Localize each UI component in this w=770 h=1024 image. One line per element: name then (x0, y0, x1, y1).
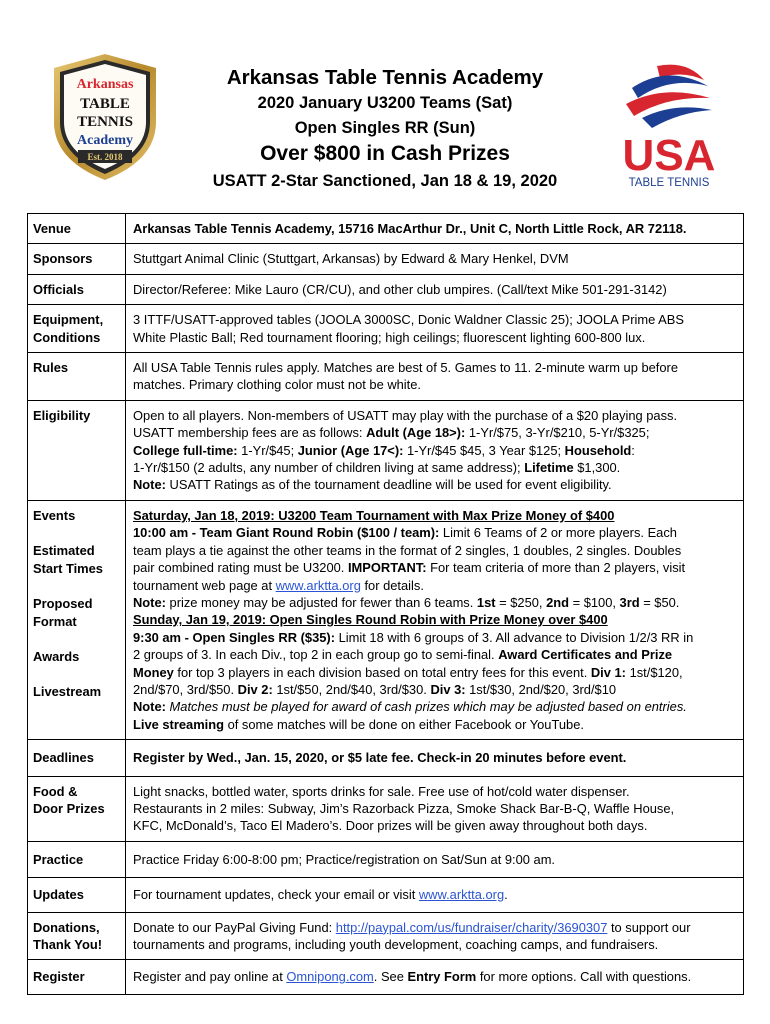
row-deadlines (28, 740, 744, 776)
label-practice: Practice (28, 841, 126, 877)
omnipong-link[interactable]: Omnipong.com (286, 969, 374, 985)
shield-est: Est. 2018 (87, 152, 123, 162)
row-register (28, 960, 744, 994)
value-donations: Donate to our PayPal Giving Fund: http://paypal.com/us/fundraiser/charity/3690307 to support our tournaments and programs, including youth development, coaching camps, and fundraisers. (126, 912, 744, 960)
label-sponsors: Sponsors (28, 244, 126, 274)
updates-link[interactable]: www.arktta.org (418, 887, 505, 903)
value-practice: Practice Friday 6:00-8:00 pm; Practice/registration on Sat/Sun at 9:00 am. (126, 841, 744, 877)
row-events (28, 500, 744, 739)
label-rules: Rules (28, 353, 126, 401)
label-updates: Updates (28, 878, 126, 912)
row-practice (28, 841, 744, 877)
row-sponsors (28, 244, 744, 274)
label-register: Register (28, 960, 126, 994)
label-deadlines: Deadlines (28, 740, 126, 776)
label-donations: Donations, Thank You! (28, 912, 126, 960)
shield-line-1: Arkansas (76, 77, 134, 92)
row-venue (28, 214, 744, 244)
subtitle-prizes: Over $800 in Cash Prizes (260, 142, 510, 165)
arktta-link[interactable]: www.arktta.org (275, 577, 361, 593)
value-register: Register and pay online at Omnipong.com. See Entry Form for more options. Call with questions. (126, 960, 744, 994)
subtitle-teams: 2020 January U3200 Teams (Sat) (257, 94, 513, 112)
label-eligibility: Eligibility (28, 400, 126, 500)
shield-line-2: TABLE (80, 96, 130, 112)
value-equipment: 3 ITTF/USATT-approved tables (JOOLA 3000SC, Donic Waldner Classic 25); JOOLA Prime ABS White Plastic Ball; Red tournament flooring; high ceilings; fluorescent lighting 600-800 lux. (126, 305, 744, 353)
usa-table-tennis-logo (612, 58, 727, 193)
label-equipment: Equipment, Conditions (28, 305, 126, 353)
row-equipment (28, 305, 744, 353)
row-officials (28, 274, 744, 304)
subtitle-singles: Open Singles RR (Sun) (294, 119, 476, 137)
usa-logo-subtext: TABLE TENNIS (628, 177, 710, 189)
usa-logo-text: USA (622, 131, 716, 180)
subtitle-sanction: USATT 2-Star Sanctioned, Jan 18 & 19, 2020 (212, 172, 558, 190)
row-rules (28, 353, 744, 401)
value-food: Light snacks, bottled water, sports drinks for sale. Free use of hot/cold water dispenser. Restaurants in 2 miles: Subway, Jim’s Razorback Pizza, Smoke Shack Bar-B-Q, Waffle House, KFC, McDonald’s, Taco El Madero’s. Door prizes will be given away throughout both days. (126, 776, 744, 841)
value-venue: Arkansas Table Tennis Academy, 15716 MacArthur Dr., Unit C, North Little Rock, AR 72118. (126, 214, 744, 244)
value-officials: Director/Referee: Mike Lauro (CR/CU), and other club umpires. (Call/text Mike 501-291-3142) (126, 274, 744, 304)
row-food (28, 776, 744, 841)
document-header (0, 0, 770, 210)
value-updates: For tournament updates, check your email or visit www.arktta.org. (126, 878, 744, 912)
info-table (27, 213, 744, 995)
label-events: Events Estimated Start Times Proposed Format Awards Livestream (28, 500, 126, 739)
row-eligibility (28, 400, 744, 500)
shield-line-4: Academy (77, 133, 133, 148)
value-deadlines: Register by Wed., Jan. 15, 2020, or $5 late fee. Check-in 20 minutes before event. (126, 740, 744, 776)
value-rules: All USA Table Tennis rules apply. Matches are best of 5. Games to 11. 2-minute warm up before matches. Primary clothing color must not be white. (126, 353, 744, 401)
page-title: Arkansas Table Tennis Academy (226, 66, 544, 89)
label-food: Food & Door Prizes (28, 776, 126, 841)
value-events: Saturday, Jan 18, 2019: U3200 Team Tournament with Max Prize Money of $400 10:00 am - Team Giant Round Robin ($100 / team): Limit 6 Teams of 2 or more players. Each team plays a tie against the other teams in the format of 2 singles, 1 doubles, 2 singles. Doubles pair combined rating must be U3200. IMPORTANT: For team criteria of more than 2 players, visit tournament web page at www.arktta.org for details. Note: prize money may be adjusted for fewer than 6 teams. 1st = $250, 2nd = $100, 3rd = $50. Sunday, Jan 19, 2019: Open Singles Round Robin with Prize Money over $400 9:30 am - Open Singles RR ($35): Limit 18 with 6 groups of 3. All advance to Division 1/2/3 RR in 2 groups of 3. In each Div., top 2 in each group go to semi-final. Award Certificates and Prize Money for top 3 players in each division based on total entry fees for this event. Div 1: 1st/$120, 2nd/$70, 3rd/$50. Div 2: 1st/$50, 2nd/$40, 3rd/$30. Div 3: 1st/$30, 2nd/$20, 3rd/$10 Note: Matches must be played for award of cash prizes which may be adjusted based on entries. Live streaming of some matches will be done on either Facebook or YouTube. (126, 500, 744, 739)
row-updates (28, 878, 744, 912)
label-venue: Venue (28, 214, 126, 244)
value-eligibility: Open to all players. Non-members of USATT may play with the purchase of a $20 playing pass. USATT membership fees are as follows: Adult (Age 18>): 1-Yr/$75, 3-Yr/$210, 5-Yr/$325; College full-time: 1-Yr/$45; Junior (Age 17<): 1-Yr/$45 $45, 3 Year $125; Household: 1-Yr/$150 (2 adults, any number of children living at same address); Lifetime $1,300. Note: USATT Ratings as of the tournament deadline will be used for event eligibility. (126, 400, 744, 500)
value-sponsors: Stuttgart Animal Clinic (Stuttgart, Arkansas) by Edward & Mary Henkel, DVM (126, 244, 744, 274)
label-officials: Officials (28, 274, 126, 304)
row-donations (28, 912, 744, 960)
shield-line-3: TENNIS (77, 114, 133, 130)
paypal-link[interactable]: http://paypal.com/us/fundraiser/charity/3690307 (335, 919, 608, 935)
